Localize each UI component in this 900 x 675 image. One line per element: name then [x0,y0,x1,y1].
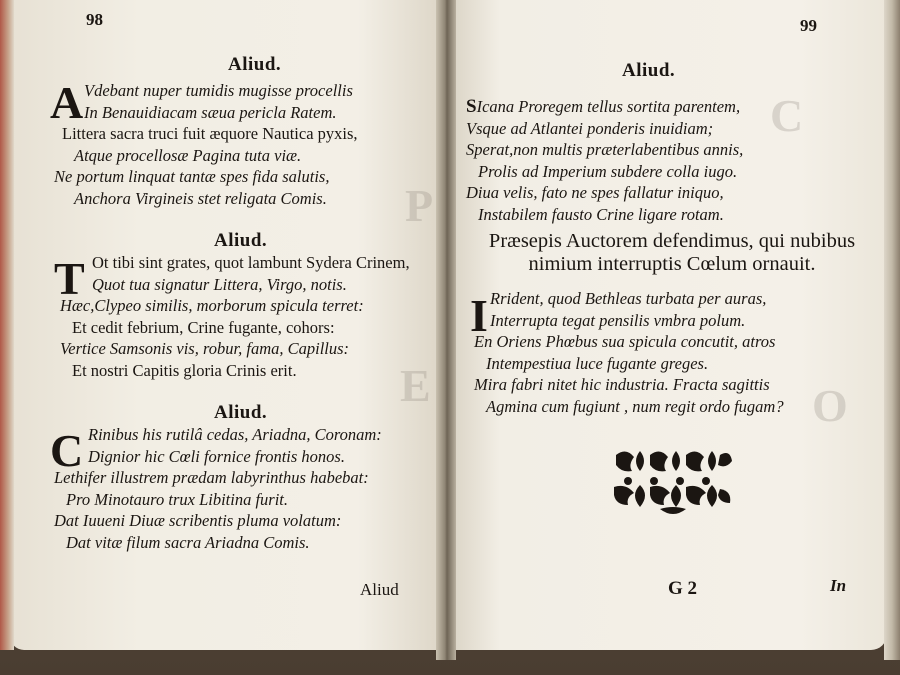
verse-line: Pro Minotauro trux Libitina furit. [66,489,289,509]
show-through-letter: O [812,380,848,431]
verse-line: Atque procellosæ Pagina tuta viæ. [74,145,302,165]
drop-capital: C [50,425,84,476]
signature-mark: G 2 [668,578,698,599]
verse-line: Interrupta tegat pensilis vmbra polum. [490,310,746,330]
verse-line: Hæc,Clypeo similis, morborum spicula terret: [60,296,364,315]
verse-line: Diua velis, fato ne spes fallatur iniquo, [466,183,724,202]
show-through-letter: E [400,360,431,411]
poem-stanza-continued [54,123,358,209]
verse-line: Instabilem fausto Crine ligare rotam. [478,204,724,224]
left-page-edge [0,0,14,650]
verse-line: Et cedit febrium, Crine fugante, cohors: [72,317,335,337]
page-number: 98 [86,10,103,29]
epigram-title-line: nimium interruptis Cœlum ornauit. [528,253,816,275]
verse-line: Vsque ad Atlantei ponderis inuidiam; [466,118,714,138]
verse-line: In Benauidiacam sæua pericla Ratem. [84,102,337,122]
drop-capital: A [50,77,84,128]
page-number: 99 [800,16,817,35]
verse-line: Anchora Virgineis stet religata Comis. [74,188,327,208]
verse-line: Intempestiua luce fugante greges. [486,353,709,373]
poem-heading: Aliud. [622,60,676,81]
drop-capital: T [54,253,85,304]
poem-stanza [88,424,382,467]
epigram-title-line: Præsepis Auctorem defendimus, qui nubibus [488,230,856,252]
verse-line: Dat vitæ filum sacra Ariadna Comis. [66,532,310,552]
verse-line: Agmina cum fugiunt , num regit ordo fugam? [486,396,784,416]
verse-line: Et nostri Capitis gloria Crinis erit. [72,360,297,380]
right-page-edge [884,0,900,660]
verse-line: Quot tua signatur Littera, Virgo, notis. [92,274,347,294]
verse-line: Dat Iuueni Diuæ scribentis pluma volatum: [54,511,342,530]
poem-stanza [84,80,353,123]
verse-line: Ne portum linquat tantæ spes fida salutis, [54,167,330,186]
printers-ornament [610,447,736,519]
verse-line: Mira fabri nitet hic industria. Fracta sagittis [474,375,770,394]
verse-line: Vdebant nuper tumidis mugisse procellis [84,81,353,100]
verse-text: Icana Proregem tellus sortita parentem, [476,97,741,116]
poem-heading: Aliud. [214,230,268,251]
verse-line [466,96,743,118]
drop-capital: S [466,96,477,117]
poem-stanza [92,252,410,295]
verse-line: Dignior hic Cœli fornice frontis honos. [88,446,345,466]
poem-stanza [490,288,766,331]
poem-stanza-continued [474,331,784,417]
catchword: In [830,576,847,595]
verse-line: En Oriens Phœbus sua spicula concutit, atros [474,332,776,351]
catchword: Aliud [360,580,399,599]
verse-line: Sperat,non multis præterlabentibus annis, [466,140,744,159]
verse-line: Littera sacra truci fuit æquore Nautica pyxis, [62,124,358,143]
show-through-letter: P [405,180,434,231]
book-gutter [436,0,456,660]
drop-capital: I [470,290,488,341]
poem-heading: Aliud. [214,402,268,423]
verse-line: Lethifer illustrem prædam labyrinthus habebat: [54,468,369,487]
poem-stanza [466,96,743,225]
show-through-letter: C [770,90,804,141]
verse-line: Rrident, quod Bethleas turbata per auras, [490,289,767,308]
verse-line: Vertice Samsonis vis, robur, fama, Capillus: [60,339,350,358]
poem-stanza-continued [54,467,369,553]
epigram-title [462,230,882,276]
verse-line: Prolis ad Imperium subdere colla iugo. [478,161,738,181]
poem-heading: Aliud. [228,54,282,75]
poem-stanza-continued [60,295,364,381]
verse-line: Rinibus his rutilâ cedas, Ariadna, Coronam: [88,425,382,444]
verse-line: Ot tibi sint grates, quot lambunt Sydera Crinem, [92,253,410,272]
